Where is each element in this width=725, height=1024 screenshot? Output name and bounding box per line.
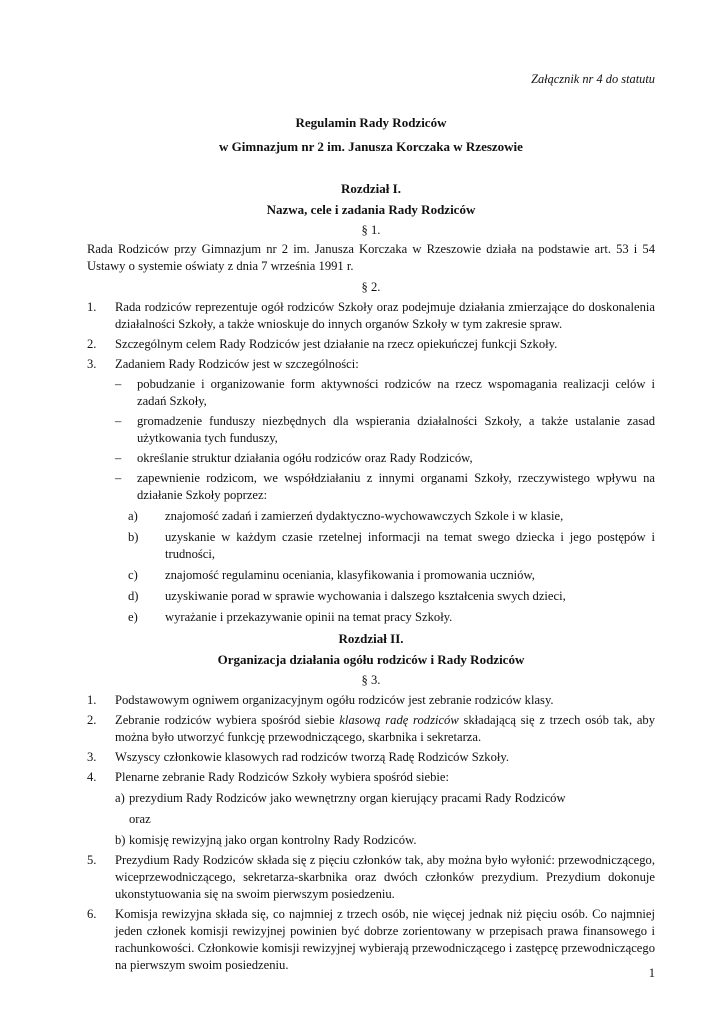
dash-item: – pobudzanie i organizowanie form aktywności rodziców na rzecz wspomagania realizacji celów i zadań Szkoły,: [115, 377, 655, 408]
list-item: 3. Zadaniem Rady Rodziców jest w szczególności:: [87, 357, 359, 371]
list-item: 5. Prezydium Rady Rodziców składa się z pięciu członków tak, aby można było wyłonić: przewodniczącego, wiceprzewodniczącego, sekretarza-skarbnika oraz dwóch członków prezydium. Prezydium dokonuje ukonstytuowania się na swoim pierwszym posiedzeniu.: [87, 853, 655, 901]
dash-item: – gromadzenie funduszy niezbędnych dla wspierania działalności Szkoły, a także ustalanie zasad użytkowania tych funduszy,: [115, 414, 655, 445]
chapter-1-heading: Nazwa, cele i zadania Rady Rodziców: [266, 202, 476, 217]
dash-item: – określanie struktur działania ogółu rodziców oraz Rady Rodziców,: [115, 451, 473, 465]
sub-item: c) znajomość regulaminu oceniania, klasyfikowania i promowania uczniów,: [128, 568, 535, 582]
section-1-sign: § 1.: [361, 223, 381, 237]
sub-item: d) uzyskiwanie porad w sprawie wychowania i dalszego kształcenia swych dzieci,: [128, 589, 566, 603]
list-item: 2. Zebranie rodziców wybiera spośród siebie klasową radę rodziców składającą się z trzech osób tak, aby można było utworzyć funkcję przewodniczącego, skarbnika i sekretarza.: [87, 713, 655, 744]
document-page: [87, 66, 655, 974]
chapter-2-label: Rozdział II.: [338, 631, 404, 646]
list-item: 2. Szczególnym celem Rady Rodziców jest działanie na rzecz opiekuńczej funkcji Szkoły.: [87, 337, 558, 351]
sub-item: a) znajomość zadań i zamierzeń dydaktyczno-wychowawczych Szkole i w klasie,: [128, 509, 564, 523]
sub-item: e) wyrażanie i przekazywanie opinii na temat pracy Szkoły.: [128, 610, 453, 624]
document-title: Regulamin Rady Rodziców: [295, 115, 447, 130]
section-2-sign: § 2.: [361, 280, 381, 294]
dash-item: – zapewnienie rodzicom, we współdziałaniu z innymi organami Szkoły, rzeczywistego wpływu na działanie Szkoły poprzez:: [115, 471, 655, 502]
sub-item: b) uzyskanie w każdym czasie rzetelnej informacji na temat swego dziecka i jego postępów i trudności,: [128, 530, 655, 561]
list-item: 1. Podstawowym ogniwem organizacyjnym ogółu rodziców jest zebranie rodziców klasy.: [87, 693, 554, 707]
section-3-sign: § 3.: [361, 673, 381, 687]
list-item: 6. Komisja rewizyjna składa się, co najmniej z trzech osób, nie więcej jednak niż pięciu osób. Co najmniej jeden członek komisji rewizyjnej powinien być dobrze zorientowany w przepisach prawa finansowego i rachunkowości. Członkowie komisji rewizyjnej wybierają przewodniczącego i zastępcę przewodniczącego na pierwszym swoim posiedzeniu.: [87, 907, 655, 972]
sub-item: a) prezydium Rady Rodziców jako wewnętrzny organ kierujący pracami Rady Rodziców: [115, 791, 566, 805]
conjunction-text: oraz: [129, 812, 151, 826]
section-1-text: Rada Rodziców przy Gimnazjum nr 2 im. Janusza Korczaka w Rzeszowie działa na podstawie art. 53 i 54 Ustawy o systemie oświaty z dnia 7 września 1991 r.: [87, 242, 655, 273]
list-item: 4. Plenarne zebranie Rady Rodziców Szkoły wybiera spośród siebie:: [87, 770, 449, 784]
list-item: 3. Wszyscy członkowie klasowych rad rodziców tworzą Radę Rodziców Szkoły.: [87, 750, 510, 764]
page-number: 1: [648, 966, 655, 980]
sub-item: b) komisję rewizyjną jako organ kontrolny Rady Rodziców.: [115, 833, 417, 847]
list-item: 1. Rada rodziców reprezentuje ogół rodziców Szkoły oraz podejmuje działania zmierzające do doskonalenia działalności Szkoły, a także wnioskuje do innych organów Szkoły w tym zakresie spraw.: [87, 300, 655, 331]
chapter-1-label: Rozdział I.: [341, 181, 401, 196]
chapter-2-heading: Organizacja działania ogółu rodziców i Rady Rodziców: [217, 652, 525, 667]
document-subtitle: w Gimnazjum nr 2 im. Janusza Korczaka w Rzeszowie: [219, 139, 523, 154]
annex-note: Załącznik nr 4 do statutu: [531, 72, 655, 86]
